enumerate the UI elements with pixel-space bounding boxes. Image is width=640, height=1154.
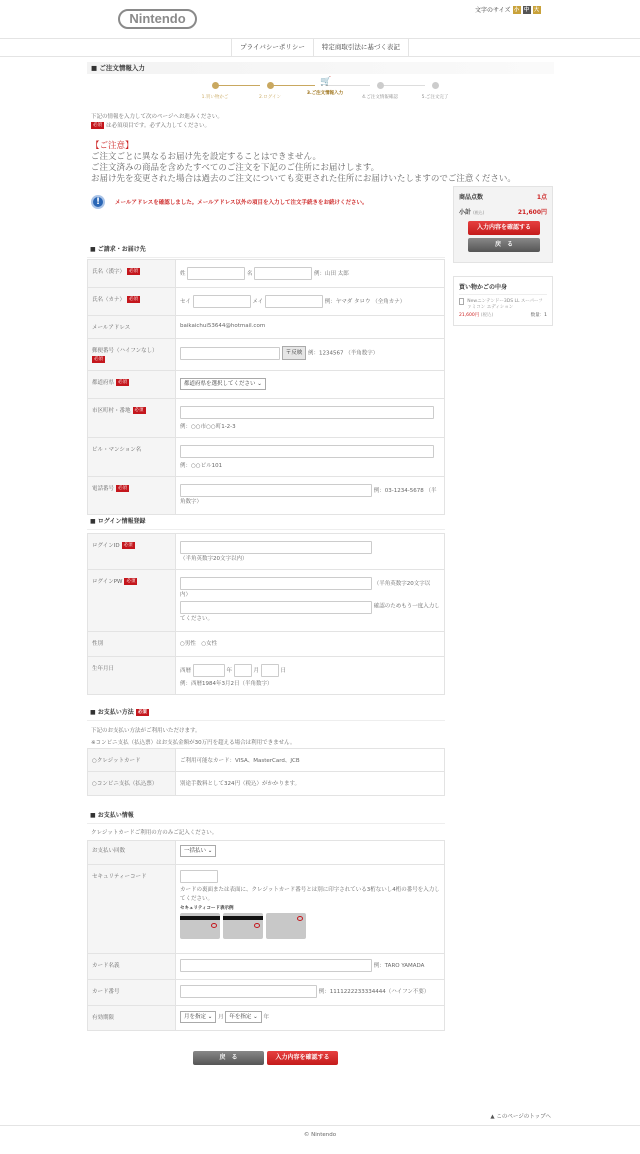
notice-title: 【ご注意】 [91, 141, 134, 151]
required-note: は必須項目です。必ず入力してください。 [106, 123, 211, 129]
zip-input[interactable] [180, 347, 280, 360]
first-name-kana-input[interactable] [265, 295, 323, 308]
email-value: baikaichui53644@hotmail.com [176, 316, 445, 339]
prefecture-select[interactable]: 都道府県を選択してください ⌄ [180, 378, 266, 390]
notice-line: ご注文ごとに異なるお届け先を設定することはできません。 [91, 152, 322, 162]
notice-box [91, 141, 516, 185]
section-payment-method: ■ お支払い方法 必須 [87, 707, 445, 721]
gender-male-radio[interactable]: ○男性 [180, 641, 196, 647]
order-summary: 商品点数 1点 小計 (税込) 21,600円 入力内容を確認する 戻 る [453, 186, 553, 263]
step-1: 1.買い物かご [190, 82, 240, 100]
cart-contents: 買い物かごの中身 Newニンテンドー3DS LL スーパーファミコン エディション 21,600円 (税込) 数量：1 [453, 276, 553, 326]
expiry-year-select[interactable]: 年を指定 ⌄ [225, 1011, 261, 1023]
item-count: 1点 [536, 194, 547, 201]
card-front-sample-image [266, 913, 306, 939]
last-name-kana-input[interactable] [193, 295, 251, 308]
first-name-input[interactable] [254, 267, 312, 280]
footer-divider [0, 1125, 640, 1126]
font-size-small[interactable]: 小 [514, 6, 520, 13]
cart-icon: 🛒 [320, 77, 332, 87]
font-size-medium[interactable]: 中 [524, 6, 530, 13]
card-number-input[interactable] [180, 985, 317, 998]
cart-item-qty: 数量：1 [530, 313, 547, 318]
convenience-store-radio[interactable]: ○コンビニ支払（払込票） [88, 772, 176, 796]
phone-input[interactable] [180, 484, 372, 497]
nintendo-logo[interactable]: Nintendo [118, 9, 197, 29]
side-back-button[interactable]: 戻 る [468, 238, 540, 252]
birth-day-input[interactable] [261, 664, 279, 677]
nav-commercial-law[interactable]: 特定商取引法に基づく表記 [313, 39, 409, 56]
birth-year-input[interactable] [193, 664, 225, 677]
password-confirm-input[interactable] [180, 601, 372, 614]
gender-female-radio[interactable]: ○女性 [201, 641, 218, 647]
login-id-input[interactable] [180, 541, 372, 554]
side-confirm-button[interactable]: 入力内容を確認する [468, 221, 540, 235]
page-title: ■ ご注文情報入力 [87, 62, 554, 74]
info-icon: ! [91, 195, 105, 209]
cart-item-name[interactable]: Newニンテンドー3DS LL スーパーファミコン エディション [467, 299, 543, 310]
section-billing: ■ ご請求・お届け先 [87, 244, 445, 258]
nav-privacy-policy[interactable]: プライバシーポリシー [231, 39, 313, 56]
info-message: ! メールアドレスを確認しました。メールアドレス以外の項目を入力して注文手続きをお続けください。 [91, 195, 367, 209]
confirm-button[interactable]: 入力内容を確認する [267, 1051, 338, 1065]
building-input[interactable] [180, 445, 434, 458]
step-4: 4.ご注文情報確認 [355, 82, 405, 100]
required-badge: 必須 [93, 123, 102, 128]
payment-info-form: お支払い回数 一括払い ⌄ セキュリティーコード カードの裏面または表面に、クレジットカード番号とは別に印字されている3桁ないし4桁の番号を入力してください。 セキュリティコード表示例 カード名義 例：TARO YAMADA カード番号 例：1111222233334444（ハイフン不要） 有効期限 月を指定 ⌄ 月 年を指定 ⌄ 年 [87, 840, 445, 1031]
city-input[interactable] [180, 406, 434, 419]
section-payment-info: ■ お支払い情報 [87, 810, 445, 824]
progress-steps [190, 77, 450, 104]
font-size-label: 文字のサイズ [475, 7, 511, 14]
last-name-input[interactable] [187, 267, 245, 280]
login-form: ログインID 必須 （半角英数字20文字以内） ログインPW 必須 （半角英数字20文字以内） 確認のためもう一度入力してください。 性別 ○男性 ○女性 生年月日 西暦 年 月 日 例：西暦1984年3月2日（半角数字） [87, 533, 445, 695]
back-to-top-link[interactable]: ▲ このページのトップへ [490, 1114, 551, 1120]
subtotal: 21,600円 [517, 209, 547, 216]
font-size-switcher [475, 5, 541, 14]
step-2: 2.ログイン [245, 82, 295, 100]
credit-card-radio[interactable]: ○クレジットカード [88, 749, 176, 772]
notice-line: お届け先を変更された場合は過去のご注文についても変更された住所にお届けいたしますのでご注意ください。 [91, 174, 516, 184]
step-5: 5.ご注文完了 [410, 82, 460, 100]
font-size-large[interactable]: 大 [534, 6, 540, 13]
birth-month-input[interactable] [234, 664, 252, 677]
expiry-month-select[interactable]: 月を指定 ⌄ [180, 1011, 216, 1023]
security-code-input[interactable] [180, 870, 218, 883]
card-back-sample-image [180, 913, 220, 939]
intro-text: 下記の情報を入力して次のページへお進みください。 [91, 114, 223, 120]
step-3-current: 🛒 3.ご注文情報入力 [306, 77, 344, 96]
installments-select[interactable]: 一括払い ⌄ [180, 845, 216, 857]
payment-method-table: ○クレジットカード ご利用可能なカード：VISA、MasterCard、JCB ○コンビニ支払（払込票） 別途手数料として324円（税込）がかかります。 [87, 748, 445, 796]
product-thumbnail [459, 298, 464, 305]
password-input[interactable] [180, 577, 372, 590]
billing-form: 氏名（漢字） 必須 姓 名 例：山田 太郎 氏名（カナ） 必須 セイ メイ 例：ヤマダ タロウ （全角カナ） メールアドレス baikaichui53644@hotmail.com 郵便番号（ハイフンなし） 必須 〒反映 例：1234567 （半角数字） 都道府県 必須 都道府県を選択してください ⌄ 市区町村・番地 必須 例：○○市○○町1-2-3 ビル・マンション名 例：○○ビル101 電話番号 必須 例：03-1234-5678 （半角数字） [87, 259, 445, 515]
section-login: ■ ログイン情報登録 [87, 516, 445, 530]
copyright: © Nintendo [303, 1132, 337, 1138]
top-nav [0, 38, 640, 57]
card-back-sample-image [223, 913, 263, 939]
notice-line: ご注文済みの商品を含めたすべてのご注文を下記のご住所にお届けします。 [91, 163, 380, 173]
zip-lookup-button[interactable]: 〒反映 [282, 346, 307, 360]
back-button[interactable]: 戻 る [193, 1051, 264, 1065]
card-holder-input[interactable] [180, 959, 372, 972]
